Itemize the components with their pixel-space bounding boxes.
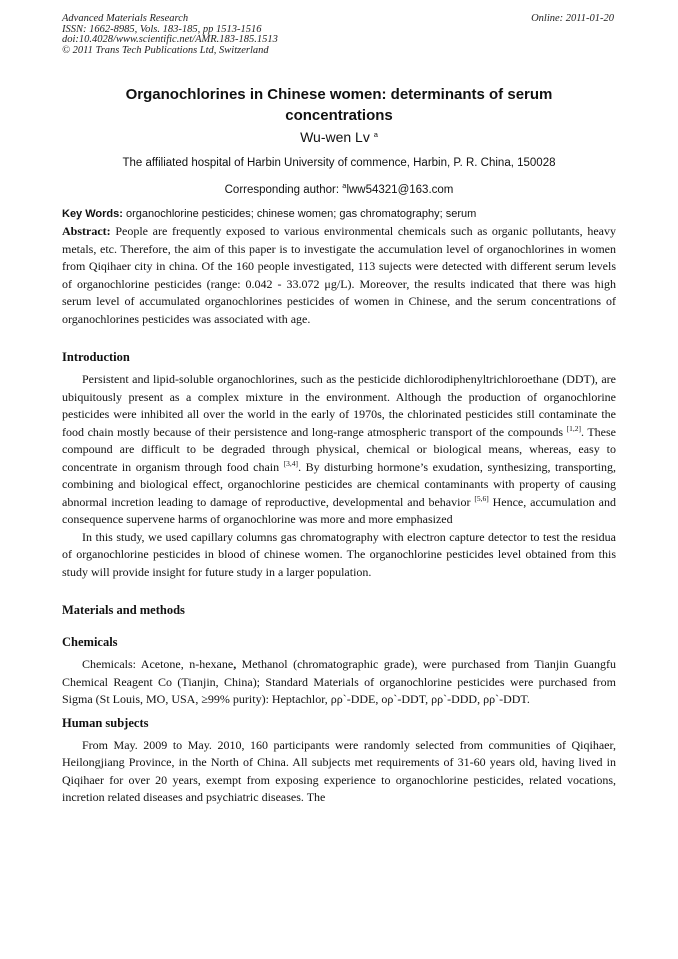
title-line-1: Organochlorines in Chinese women: determinants of serum	[125, 86, 553, 103]
corresponding-superscript: a	[342, 181, 347, 190]
chemicals-text-b: Methanol (chromatographic grade), were purchased from Tianjin Guangfu Chemical Reagent Co (Tianjin, China); Standard Materials of organochlorine pesticides were purchased from Sigma (St Louis, MO, USA, ≥99% purity): Heptachlor, ρρ`-DDE, ορ`-DDT, ρρ`-DDD, ρρ`-DDT.	[62, 657, 616, 706]
journal-name: Advanced Materials Research	[62, 13, 189, 24]
chemicals-heading: Chemicals	[62, 635, 118, 649]
corresponding-author	[62, 183, 616, 198]
methods-heading: Materials and methods	[62, 603, 185, 617]
intro-p1-part-d: Hence, accumulation and consequence supervene harms of organochlorine was more and more emphasized	[62, 494, 616, 526]
abstract-text: People are frequently exposed to various environmental chemicals such as organic pollutants, heavy metals, etc. Therefore, the aim of this paper is to investigate the accumulation level of organochlorines in women from Qiqihaer city in china. Of the 160 people investigated, 113 sujects were detected with different serum levels of organochlorine pesticides (range: 0.042 - 33.072 μg/L). Moreover, the results indicated that there was high serum level of accumulated organochlorines pesticides of women in Chinese, and the serum concentrations of organochlorines pesticides was associated with age.	[62, 224, 616, 326]
subjects-heading: Human subjects	[62, 715, 149, 730]
online-date: Online: 2011-01-20	[531, 13, 614, 24]
intro-paragraph-1	[62, 371, 616, 529]
intro-p1-part-c: . By disturbing hormone’s exudation, synthesizing, transporting, combining and biological effect, organochlorine pesticides are chemical contaminants with property of causing abnormal incretion leading to damage of reproductive, developmental and behavior	[62, 459, 616, 509]
corresponding-email: lww54321@163.com	[346, 184, 454, 196]
copyright-line: © 2011 Trans Tech Publications Ltd, Switzerland	[62, 44, 269, 56]
keywords-label: Key Words:	[62, 208, 123, 220]
keywords-text: organochlorine pesticides; chinese women; gas chromatography; serum	[122, 208, 477, 220]
corresponding-prefix: Corresponding author:	[224, 184, 343, 196]
keywords	[62, 207, 616, 221]
abstract	[62, 223, 616, 328]
author-superscript: a	[373, 130, 378, 139]
author-name: Wu-wen Lv	[300, 129, 370, 145]
intro-p1-part-a: Persistent and lipid-soluble organochlorines, such as the pesticide dichlorodiphenyltrichloroethane (DDT), are ubiquitously present as a complex mixture in the environment. Although the production of organochlorine pesticides were inhibited all over the world in the early of 1970s, the chlorinated pesticides still contaminate the food chain mostly because of their persistence and long-range atmospheric transport of the compounds	[62, 372, 616, 439]
title-line-2: concentrations	[285, 107, 393, 124]
paper-title	[62, 84, 616, 126]
introduction-heading: Introduction	[62, 350, 130, 364]
abstract-label: Abstract:	[62, 224, 111, 238]
doi-line: doi:10.4028/www.scientific.net/AMR.183-185.1513	[62, 34, 278, 45]
intro-p1-part-b: . These compound are difficult to be degraded through physical, chemical or biological means, whereas, easy to concentrate in organism through food chain	[62, 424, 616, 474]
issn-line: ISSN: 1662-8985, Vols. 183-185, pp 1513-1516	[62, 23, 262, 35]
chemicals-comma: ,	[233, 657, 237, 671]
affiliation: The affiliated hospital of Harbin University of commence, Harbin, P. R. China, 150028	[122, 157, 556, 169]
citation-1-2: [1,2]	[566, 423, 581, 433]
author-line	[62, 128, 616, 146]
citation-5-6: [5,6]	[474, 493, 489, 503]
paper-body	[62, 223, 616, 807]
journal-header	[62, 14, 278, 56]
chemicals-paragraph	[62, 656, 616, 709]
citation-3-4: [3,4]	[283, 458, 299, 468]
chemicals-label: Chemicals:	[82, 657, 136, 671]
chemicals-text-a: Acetone, n-hexane	[136, 657, 234, 671]
subjects-paragraph: From May. 2009 to May. 2010, 160 participants were randomly selected from communities of Qiqihaer, Heilongjiang Province, in the North of China. All subjects met requirements of 31-60 years old, having lived in Qiqihaer for over 20 years, exempt from exposing experience to organochlorine pesticides, related vocations, incretion related diseases and psychiatric diseases. The	[62, 737, 616, 804]
intro-paragraph-2: In this study, we used capillary columns gas chromatography with electron capture detector to test the residua of organochlorine pesticides in blood of chinese women. The organochlorine pesticides level obtained from this study will provide insight for future study in a larger population.	[62, 529, 616, 579]
